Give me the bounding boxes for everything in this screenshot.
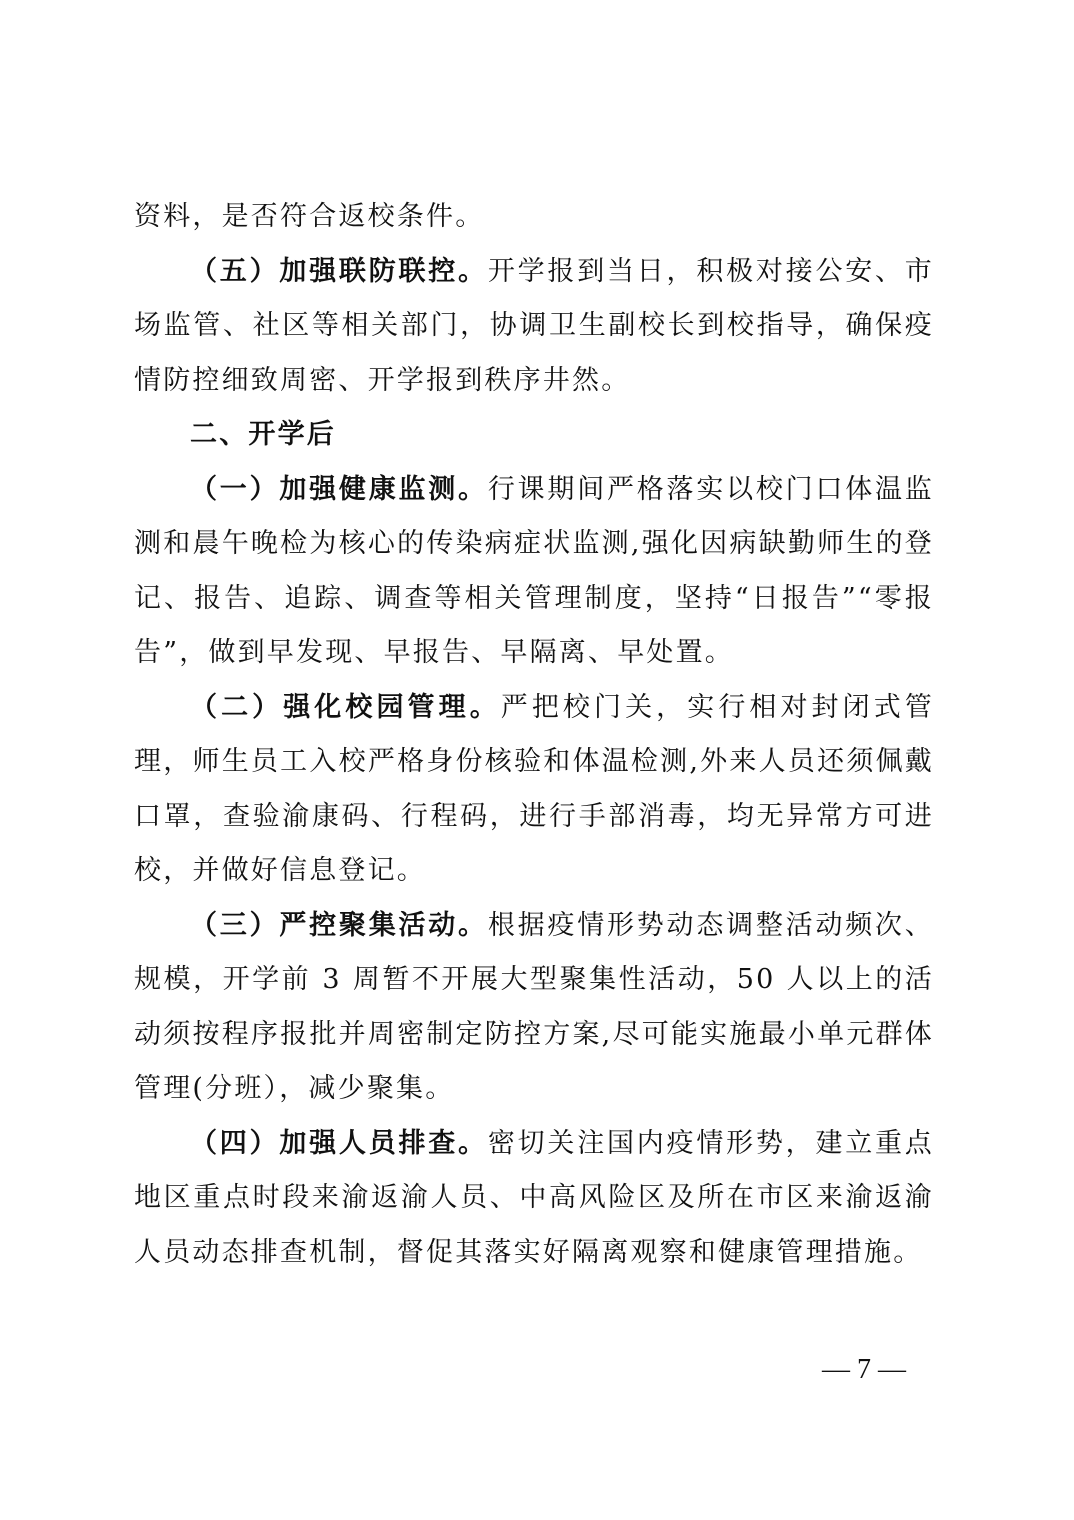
paragraph-text: 严把校门关，实行相对封闭式管理，师生员工入校严格身份核验和体温检测,外来人员还须佩戴口罩，查验渝康码、行程码，进行手部消毒，均无异常方可进校，并做好信息登记。	[134, 691, 934, 886]
paragraph-campus-management	[134, 681, 934, 899]
paragraph-personnel-screening	[134, 1117, 934, 1281]
paragraph-heading: （三）严控聚集活动。	[190, 909, 488, 941]
paragraph-continued	[134, 190, 934, 245]
paragraph-heading: （四）加强人员排查。	[190, 1127, 488, 1159]
paragraph-gathering-control	[134, 899, 934, 1117]
paragraph-text: 开学报到当日，积极对接公安、市场监管、社区等相关部门，协调卫生副校长到校指导，确保疫情防控细致周密、开学报到秩序井然。	[134, 255, 935, 396]
section-title: 二、开学后	[190, 419, 336, 450]
paragraph-heading: （一）加强健康监测。	[190, 473, 488, 505]
document-body	[134, 190, 934, 1280]
paragraph-text: 密切关注国内疫情形势，建立重点地区重点时段来渝返渝人员、中高风险区及所在市区来渝返渝人员动态排查机制，督促其落实好隔离观察和健康管理措施。	[134, 1127, 935, 1268]
paragraph-text: 根据疫情形势动态调整活动频次、规模，开学前 3 周暂不开展大型聚集性活动，50 人以上的活动须按程序报批并周密制定防控方案,尽可能实施最小单元群体管理(分班），减少聚集。	[134, 909, 935, 1104]
paragraph-health-monitoring	[134, 463, 934, 681]
paragraph-heading: （五）加强联防联控。	[190, 255, 488, 287]
paragraph-joint-prevention	[134, 245, 934, 409]
paragraph-text: 资料，是否符合返校条件。	[134, 201, 485, 232]
paragraph-heading: （二）强化校园管理。	[190, 691, 501, 723]
page-number: — 7 —	[822, 1354, 906, 1385]
paragraph-text: 行课期间严格落实以校门口体温监测和晨午晚检为核心的传染病症状监测,强化因病缺勤师生的登记、报告、追踪、调查等相关管理制度，坚持“日报告”“零报告”，做到早发现、早报告、早隔离、早处置。	[134, 473, 935, 668]
